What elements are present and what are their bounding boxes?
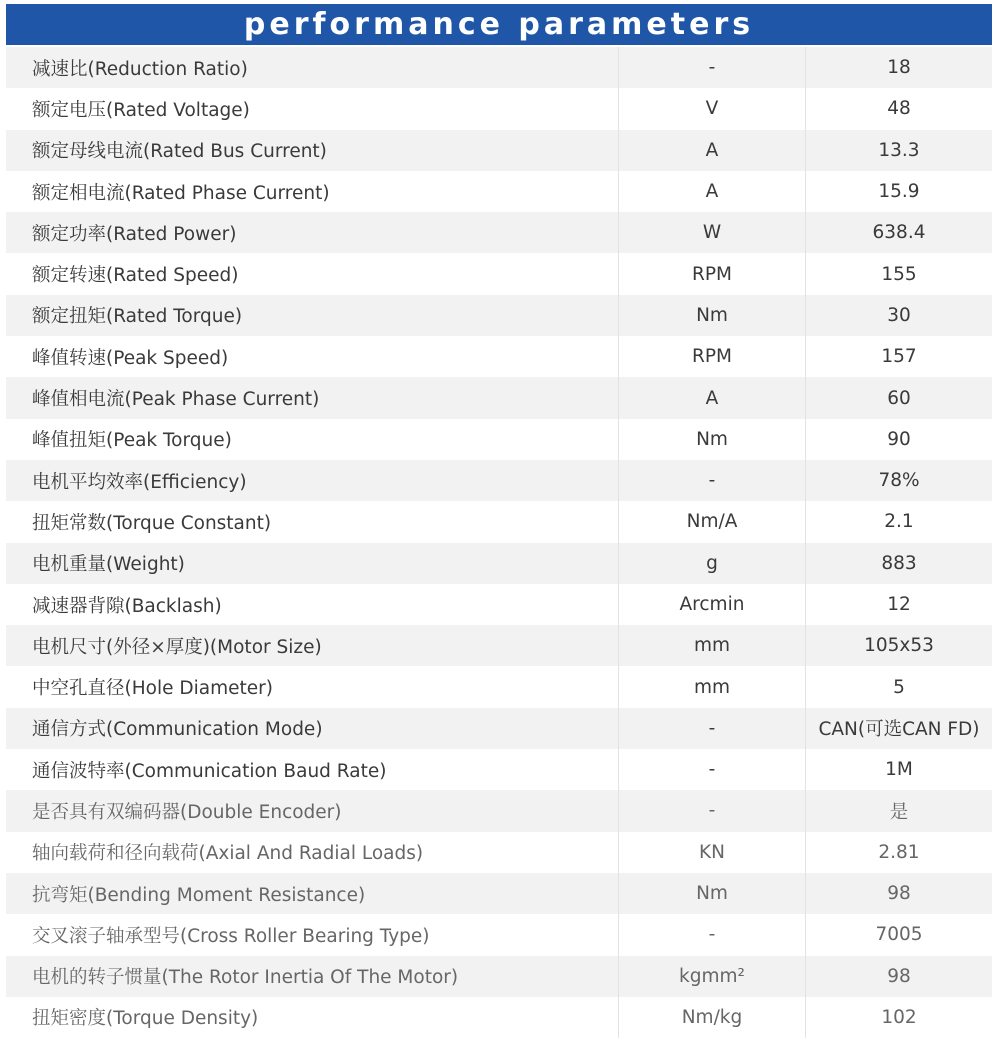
- table-header-title: performance parameters: [6, 4, 992, 45]
- parameter-name: 电机的转子惯量(The Rotor Inertia Of The Motor): [32, 967, 459, 989]
- parameter-value: 1M: [805, 749, 992, 790]
- table-row: [6, 419, 992, 460]
- parameter-unit: Nm/kg: [618, 997, 805, 1038]
- parameter-unit: RPM: [618, 253, 805, 294]
- parameter-value: 30: [805, 295, 992, 336]
- parameter-name: 扭矩常数(Torque Constant): [32, 512, 272, 534]
- parameters-table: [6, 47, 992, 1038]
- parameter-value: 12: [805, 584, 992, 625]
- table-row: [6, 749, 992, 790]
- table-row: [6, 47, 992, 88]
- parameter-value: 2.81: [805, 832, 992, 873]
- parameter-unit: kgmm²: [618, 956, 805, 997]
- table-row: [6, 708, 992, 749]
- parameter-value: 98: [805, 956, 992, 997]
- parameter-name: 中空孔直径(Hole Diameter): [32, 678, 273, 700]
- parameter-name: 电机重量(Weight): [32, 554, 185, 576]
- table-row: [6, 832, 992, 873]
- parameter-unit: -: [618, 790, 805, 831]
- parameter-unit: -: [618, 460, 805, 501]
- parameter-value: 883: [805, 543, 992, 584]
- parameter-name: 减速器背隙(Backlash): [32, 595, 222, 617]
- parameter-name: 峰值扭矩(Peak Torque): [32, 430, 232, 452]
- table-row: [6, 666, 992, 707]
- parameter-unit: g: [618, 543, 805, 584]
- parameter-name: 电机平均效率(Efficiency): [32, 471, 247, 493]
- parameter-name: 是否具有双编码器(Double Encoder): [32, 801, 342, 823]
- parameter-value: 7005: [805, 914, 992, 955]
- parameter-unit: V: [618, 88, 805, 129]
- table-row: [6, 790, 992, 831]
- parameter-unit: Arcmin: [618, 584, 805, 625]
- parameter-unit: Nm: [618, 419, 805, 460]
- parameter-name: 额定电压(Rated Voltage): [32, 99, 250, 121]
- table-row: [6, 997, 992, 1038]
- parameter-name: 额定功率(Rated Power): [32, 223, 237, 245]
- parameter-value: 105x53: [805, 625, 992, 666]
- parameter-name: 额定转速(Rated Speed): [32, 265, 239, 287]
- parameter-value: 78%: [805, 460, 992, 501]
- parameter-value: 60: [805, 377, 992, 418]
- table-row: [6, 625, 992, 666]
- parameter-name: 通信方式(Communication Mode): [32, 719, 323, 741]
- parameter-value: 90: [805, 419, 992, 460]
- table-row: [6, 377, 992, 418]
- parameter-value: 98: [805, 873, 992, 914]
- parameter-unit: Nm/A: [618, 501, 805, 542]
- table-row: [6, 130, 992, 171]
- table-row: [6, 171, 992, 212]
- parameter-value: 2.1: [805, 501, 992, 542]
- table-row: [6, 543, 992, 584]
- parameter-value: 48: [805, 88, 992, 129]
- parameter-value: CAN(可选CAN FD): [805, 708, 992, 749]
- parameter-name: 扭矩密度(Torque Density): [32, 1008, 259, 1030]
- table-row: [6, 460, 992, 501]
- parameter-name: 峰值转速(Peak Speed): [32, 347, 229, 369]
- parameter-unit: KN: [618, 832, 805, 873]
- table-row: [6, 914, 992, 955]
- parameter-name: 交叉滚子轴承型号(Cross Roller Bearing Type): [32, 925, 430, 947]
- parameter-unit: -: [618, 47, 805, 88]
- parameter-value: 5: [805, 666, 992, 707]
- parameter-unit: Nm: [618, 295, 805, 336]
- table-row: [6, 253, 992, 294]
- table-row: [6, 956, 992, 997]
- table-row: [6, 88, 992, 129]
- parameter-value: 157: [805, 336, 992, 377]
- table-row: [6, 873, 992, 914]
- parameter-name: 额定扭矩(Rated Torque): [32, 306, 243, 328]
- parameter-name: 额定母线电流(Rated Bus Current): [32, 141, 327, 163]
- parameter-value: 155: [805, 253, 992, 294]
- parameter-name: 轴向载荷和径向载荷(Axial And Radial Loads): [32, 843, 424, 865]
- table-row: [6, 336, 992, 377]
- table-row: [6, 212, 992, 253]
- parameter-unit: -: [618, 914, 805, 955]
- parameter-unit: mm: [618, 625, 805, 666]
- parameter-name: 抗弯矩(Bending Moment Resistance): [32, 884, 366, 906]
- parameter-value: 是: [805, 790, 992, 831]
- table-row: [6, 584, 992, 625]
- parameter-unit: mm: [618, 666, 805, 707]
- parameter-unit: W: [618, 212, 805, 253]
- parameter-name: 通信波特率(Communication Baud Rate): [32, 760, 387, 782]
- parameter-unit: A: [618, 377, 805, 418]
- parameter-name: 额定相电流(Rated Phase Current): [32, 182, 330, 204]
- parameter-unit: A: [618, 171, 805, 212]
- parameter-value: 638.4: [805, 212, 992, 253]
- parameter-name: 峰值相电流(Peak Phase Current): [32, 389, 320, 411]
- parameter-name: 减速比(Reduction Ratio): [32, 58, 248, 80]
- parameter-value: 13.3: [805, 130, 992, 171]
- parameter-unit: -: [618, 708, 805, 749]
- parameter-unit: Nm: [618, 873, 805, 914]
- parameter-value: 15.9: [805, 171, 992, 212]
- parameter-unit: A: [618, 130, 805, 171]
- parameter-unit: RPM: [618, 336, 805, 377]
- table-row: [6, 295, 992, 336]
- parameter-value: 18: [805, 47, 992, 88]
- parameter-name: 电机尺寸(外径×厚度)(Motor Size): [32, 636, 322, 658]
- parameter-value: 102: [805, 997, 992, 1038]
- table-row: [6, 501, 992, 542]
- parameter-unit: -: [618, 749, 805, 790]
